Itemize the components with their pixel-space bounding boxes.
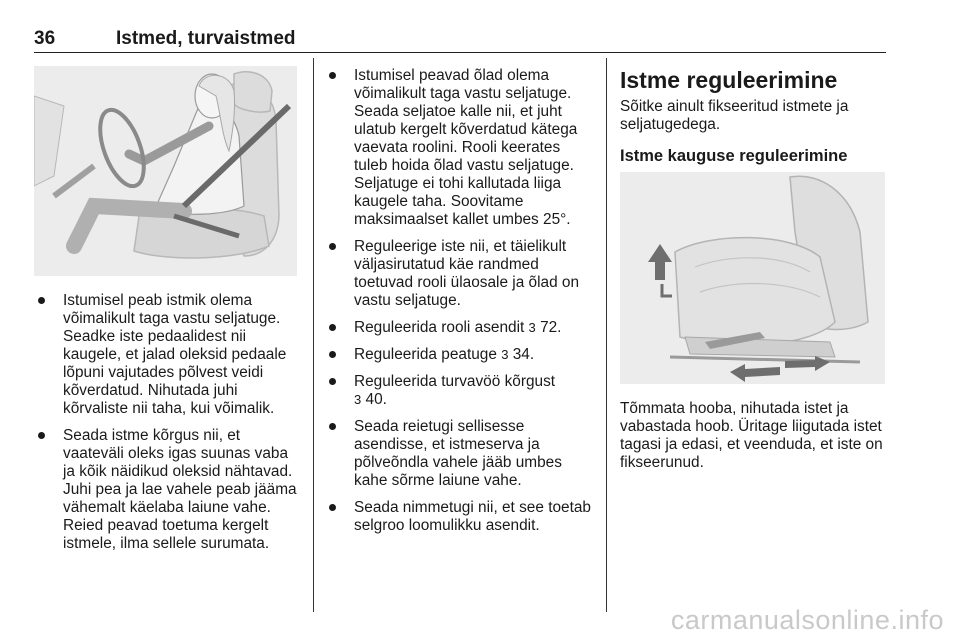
list-item: Seada istme kõrgus nii, et vaateväli oleks igas suunas vaba ja kõik näidikud oleksid nähtavad. Juhi pea ja lae vahele peab jääma vähemalt käelaba laiune vahe. Reied peavad toetuma kergelt istmele, ilma sellele surumata. xyxy=(34,427,302,553)
bullet-icon xyxy=(38,297,45,304)
page-number: 36 xyxy=(34,28,56,49)
page-ref-icon: 3 xyxy=(501,347,509,362)
page-ref-link[interactable]: 40. xyxy=(365,391,387,408)
intro-text: Sõitke ainult fikseeritud istmete ja seljatugedega. xyxy=(620,98,849,133)
section-heading: Istme reguleerimine xyxy=(620,67,838,93)
body-text: Tõmmata hooba, nihutada istet ja vabastada hoob. Üritage liigutada istet tagasi ja edasi, et veenduda, et iste on fikseerunud. xyxy=(620,400,883,471)
bullet-icon xyxy=(329,72,336,79)
list-item: Reguleerida peatuge 3 34. xyxy=(325,346,595,364)
bullet-icon xyxy=(329,243,336,250)
column-divider-1 xyxy=(313,58,314,612)
list-item: Seada nimmetugi nii, et see toetab selgroo loomulikku asendit. xyxy=(325,499,595,535)
list-item: Reguleerida rooli asendit 3 72. xyxy=(325,319,595,337)
header-rule xyxy=(34,52,886,53)
page-ref-icon: 3 xyxy=(528,320,536,335)
driver-seating-illustration xyxy=(34,66,297,276)
column1-bullet-list xyxy=(34,292,302,562)
bullet-icon xyxy=(329,324,336,331)
watermark: carmanualsonline.info xyxy=(670,605,944,635)
page-ref-icon: 3 xyxy=(354,392,362,407)
page-header xyxy=(34,28,886,52)
page-ref-link[interactable]: 34. xyxy=(512,346,535,363)
bullet-icon xyxy=(329,504,336,511)
list-item: Istumisel peavad õlad olema võimalikult taga vastu seljatuge. Seada seljatoe kalle nii, et juht ulatub kergelt kõverdatud kätega vaevata roolini. Rooli keerates tuleb hoida õlad vastu seljatuge. Seljatuge ei tohi kallutada liiga kaugele taha. Soovitame maksimaalset kallet umbes 25°. xyxy=(325,67,595,229)
list-item: Seada reietugi sellisesse asendisse, et istmeserva ja põlveõndla vahele jääb umbes kahe sõrme laiune vahe. xyxy=(325,418,595,490)
column2-bullet-list xyxy=(325,67,595,544)
bullet-icon xyxy=(38,432,45,439)
list-item: Istumisel peab istmik olema võimalikult taga vastu seljatuge. Seadke iste pedaalidest nii kaugele, et jalad oleksid pedaale lõpuni vajutades põlvest veidi kõverdatud. Nihutada juhi kõrvaliste nii taha, kui võimalik. xyxy=(34,292,302,418)
column-divider-2 xyxy=(606,58,607,612)
bullet-icon xyxy=(329,351,336,358)
subsection-heading: Istme kauguse reguleerimine xyxy=(620,147,848,165)
list-item: Reguleerige iste nii, et täielikult väljasirutatud käe randmed toetuvad rooli ülaosale ja õlad on vastu seljatuge. xyxy=(325,238,595,310)
page-ref-link[interactable]: 72. xyxy=(540,319,562,336)
seat-adjustment-illustration xyxy=(620,172,885,384)
section-title: Istmed, turvaistmed xyxy=(116,28,296,49)
bullet-icon xyxy=(329,423,336,430)
bullet-icon xyxy=(329,378,336,385)
list-item: Reguleerida turvavöö kõrgust 3 40. xyxy=(325,373,595,409)
